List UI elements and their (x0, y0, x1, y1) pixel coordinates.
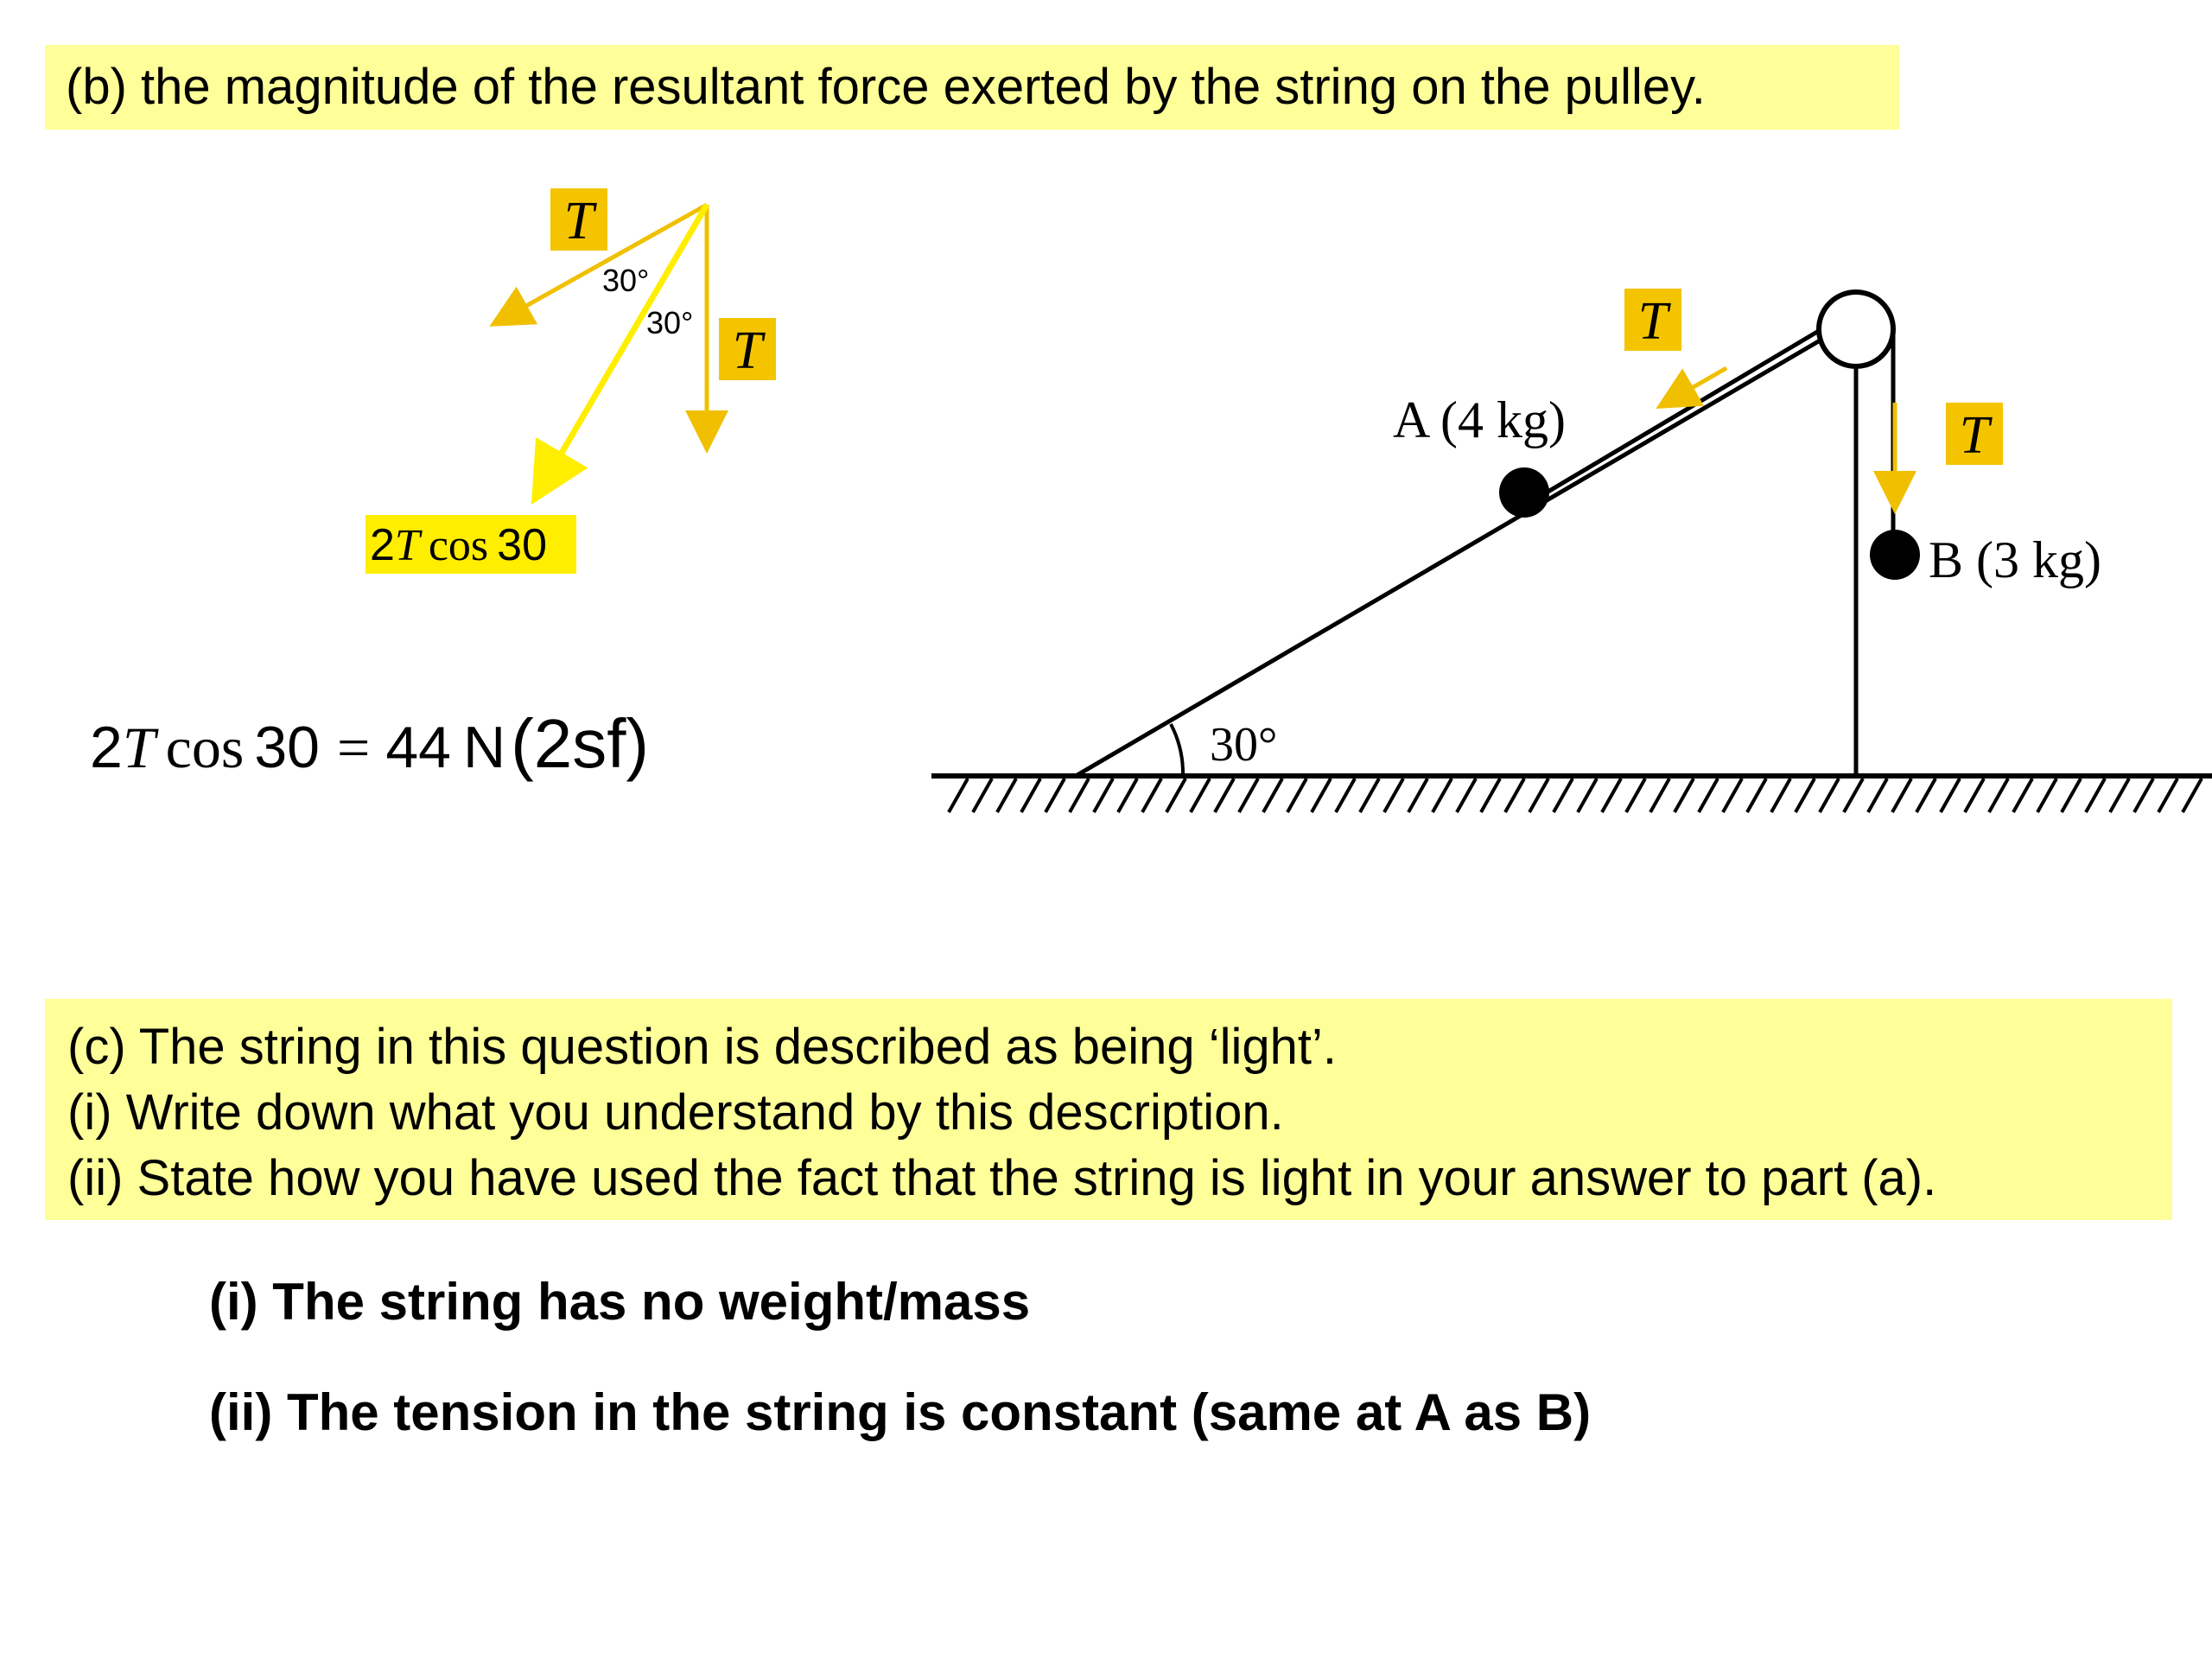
resultant-label-var: T (394, 521, 420, 570)
ground-hatch-stroke (1481, 779, 1500, 812)
ground-hatch-stroke (1408, 779, 1427, 812)
ground-hatch-stroke (1118, 779, 1137, 812)
ground-hatch-stroke (2086, 779, 2105, 812)
ground-hatch-stroke (1287, 779, 1306, 812)
ground-hatch-stroke (1505, 779, 1524, 812)
ground-hatch-stroke (2062, 779, 2081, 812)
equation-note: (2sf) (511, 705, 650, 782)
particle-b-label: B (3 kg) (1929, 531, 2101, 588)
ground-hatch-stroke (1384, 779, 1403, 812)
ground-hatch-stroke (1844, 779, 1863, 812)
ground-hatch-stroke (2013, 779, 2032, 812)
ground-hatch-stroke (2037, 779, 2056, 812)
question-c-line-2: (i) Write down what you understand by this description. (67, 1084, 1284, 1141)
ground-hatch-stroke (1457, 779, 1476, 812)
ground-hatch-stroke (1021, 779, 1040, 812)
ground-hatch-stroke (1626, 779, 1645, 812)
tension-label-slope: T (1637, 292, 1669, 351)
ground-hatch-stroke (1070, 779, 1089, 812)
equation-equals: = (336, 715, 371, 780)
resultant-label-num: 2 (370, 520, 395, 570)
ground-hatch-stroke (1360, 779, 1379, 812)
ground-hatch-stroke (1916, 779, 1936, 812)
ground-hatch-stroke (1892, 779, 1911, 812)
resultant-label-fn: cos (428, 521, 489, 570)
equation-fn: cos (165, 715, 245, 780)
ground-hatch-stroke (1554, 779, 1573, 812)
ground-hatch-stroke (2110, 779, 2129, 812)
ground-hatch-stroke (1336, 779, 1355, 812)
equation-value: 44 (385, 715, 451, 780)
ground-hatch-stroke (1239, 779, 1258, 812)
ground-hatch-stroke (1094, 779, 1113, 812)
ground-hatch-stroke (997, 779, 1016, 812)
ground-hatch-stroke (1166, 779, 1185, 812)
force-diagram (365, 188, 776, 574)
equation-num: 2 (90, 715, 123, 780)
ground-hatch-stroke (1433, 779, 1452, 812)
ground-hatch-stroke (1046, 779, 1065, 812)
equation (90, 705, 649, 782)
ground-hatch-stroke (1699, 779, 1718, 812)
angle-label-2: 30° (646, 305, 694, 340)
resultant-label-angle: 30 (497, 520, 548, 570)
pulley (1819, 292, 1893, 366)
question-b-text: (b) the magnitude of the resultant force exerted by the string on the pulley. (45, 45, 1899, 130)
ground-hatch-stroke (1142, 779, 1161, 812)
angle-label-1: 30° (602, 263, 650, 298)
ground-hatch-stroke (949, 779, 968, 812)
ground-hatch-stroke (1529, 779, 1548, 812)
question-c-box (45, 999, 2172, 1220)
equation-var: T (122, 715, 156, 780)
question-c-line-1: (c) The string in this question is described as being ‘light’. (67, 1019, 1338, 1075)
incline-angle-label: 30° (1210, 718, 1278, 772)
particle-a (1499, 467, 1549, 518)
setup-diagram (931, 289, 2212, 812)
ground-hatch-stroke (1989, 779, 2008, 812)
ground-hatch-stroke (1578, 779, 1597, 812)
ground-hatch-stroke (1965, 779, 1984, 812)
incline-angle-arc (1171, 724, 1183, 776)
question-c-line-3: (ii) State how you have used the fact that the string is light in your answer to part (a). (67, 1150, 1937, 1206)
ground-hatch-stroke (1215, 779, 1234, 812)
particle-b (1870, 530, 1920, 580)
equation-unit: N (462, 715, 506, 780)
ground-hatch-stroke (1796, 779, 1815, 812)
ground-hatch-stroke (1868, 779, 1887, 812)
tension-label-left: T (563, 192, 594, 251)
particle-a-label: A (4 kg) (1393, 391, 1566, 448)
ground-hatch-stroke (1723, 779, 1742, 812)
ground-hatch-stroke (1312, 779, 1331, 812)
ground-hatch-stroke (1771, 779, 1790, 812)
ground-hatch-stroke (1602, 779, 1621, 812)
ground-hatch-stroke (1747, 779, 1766, 812)
answer-i: (i) The string has no weight/mass (209, 1273, 1031, 1331)
equation-angle: 30 (254, 715, 320, 780)
ground-hatch-stroke (1941, 779, 1960, 812)
ground-hatch-stroke (1263, 779, 1282, 812)
tension-label-right: T (732, 321, 763, 380)
answer-ii: (ii) The tension in the string is constant (same at A as B) (209, 1383, 1592, 1441)
ground-hatch-stroke (1675, 779, 1694, 812)
ground-hatch-stroke (1650, 779, 1669, 812)
ground-hatch-stroke (973, 779, 992, 812)
ground-hatch-stroke (2183, 779, 2202, 812)
ground-hatch-stroke (1820, 779, 1839, 812)
ground-hatch-stroke (2158, 779, 2177, 812)
tension-label-vertical: T (1959, 406, 1990, 465)
resultant-label (370, 520, 547, 570)
ground-hatch-stroke (2134, 779, 2153, 812)
ground-hatch-stroke (1191, 779, 1210, 812)
ground-hatching (949, 779, 2202, 812)
